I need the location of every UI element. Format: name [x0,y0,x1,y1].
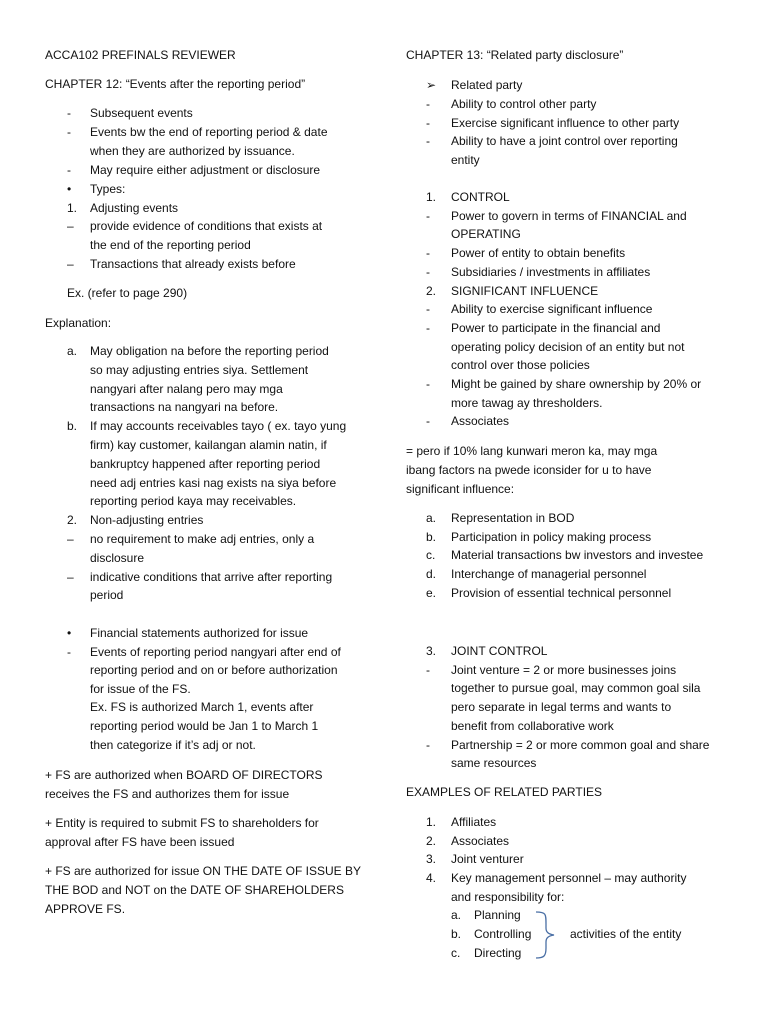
key-management-sub-item: Controlling [474,926,532,941]
note-line: ibang factors na pwede iconsider for u to have [406,463,652,477]
chapter-12-item: Subsequent events [90,106,193,120]
related-party-item-marker: - [426,115,430,130]
chapter-12-item-marker: - [67,162,71,177]
fs-item: Ex. FS is authorized March 1, events after [90,700,314,715]
explanation-item: reporting period kaya may receivables. [90,494,297,509]
examples-heading: EXAMPLES OF RELATED PARTIES [406,785,603,799]
explanation-item: bankruptcy happened after reporting period [90,456,321,471]
related-party-example-marker: 1. [426,815,437,829]
control-item: Power to govern in terms of FINANCIAL and [451,208,687,223]
fs-item: reporting period would be Jan 1 to March 1 [90,719,319,733]
chapter-12-item-marker: 1. [67,200,78,215]
fs-item: Financial statements authorized for issue [90,626,309,640]
influence-factor: Provision of essential technical personnel [451,585,672,600]
chapter-12-item: when they are authorized by issuance. [90,143,295,158]
note-line: significant influence: [406,482,515,496]
chapter-12-item: the end of the reporting period [90,238,251,253]
influence-factor: Participation in policy making process [451,529,652,544]
chapter-12-item-marker: • [67,181,72,196]
control-item: Power of entity to obtain benefits [451,246,626,261]
explanation-item: May obligation na before the reporting period [90,344,329,358]
control-item: Associates [451,414,510,429]
note-line: + FS are authorized when BOARD OF DIRECTORS [45,768,323,782]
chapter-13-heading: CHAPTER 13: “Related party disclosure” [406,48,624,62]
chapter-12-item: Transactions that already exists before [90,257,296,272]
chapter-12-item: Types: [90,181,126,196]
chapter-12-item-marker: - [67,124,71,139]
chapter-12-heading: CHAPTER 12: “Events after the reporting period” [45,77,306,91]
explanation-item: nangyari after nalang pero may mga [90,381,283,396]
key-management-sub-item: Directing [474,945,522,960]
explanation-item: If may accounts receivables tayo ( ex. tayo yung [90,419,347,434]
chapter-12-item: Events bw the end of reporting period & date [90,124,328,139]
influence-factor: Representation in BOD [451,511,575,525]
explanation-item: so may adjusting entries siya. Settlement [90,362,309,377]
note-line: + FS are authorized for issue ON THE DATE OF ISSUE BY [45,864,361,878]
explanation-item: firm) kay customer, kailangan alamin natin, if [90,438,327,452]
key-management-sub-item-marker: a. [451,908,462,922]
note-line: receives the FS and authorizes them for issue [45,786,290,801]
fs-item: reporting period and on or before authorization [90,663,338,678]
joint-control-item-marker: - [426,737,430,752]
control-item: Ability to exercise significant influence [451,302,653,317]
related-party-item-marker: ➢ [426,78,437,92]
related-party-item: Ability to have a joint control over reporting [451,134,678,149]
related-party-item: Exercise significant influence to other party [451,115,680,130]
explanation-item-marker: 2. [67,513,78,528]
fs-item-marker: - [67,644,71,659]
fs-item: Events of reporting period nangyari after end of [90,644,341,659]
joint-control-item: benefit from collaborative work [451,718,614,733]
note-line: THE BOD and NOT on the DATE OF SHAREHOLDERS [45,883,344,897]
control-item: Power to participate in the financial and [451,320,661,335]
explanation-label: Explanation: [45,316,112,330]
related-party-item: entity [451,153,480,168]
explanation-item: period [90,588,124,603]
related-party-item-marker: - [426,96,430,111]
control-item: CONTROL [451,190,510,204]
document-title: ACCA102 PREFINALS REVIEWER [45,48,236,62]
chapter-12-item-marker: – [67,257,74,272]
related-party-example: Joint venturer [451,852,524,867]
related-party-item: Ability to control other party [451,96,597,111]
influence-factor-marker: a. [426,511,437,525]
chapter-12-item-marker: - [67,106,71,120]
brace-label: activities of the entity [570,927,682,941]
related-party-example: Key management personnel – may authority [451,871,687,886]
control-item: control over those policies [451,358,590,373]
influence-factor: Material transactions bw investors and investee [451,548,704,563]
explanation-item: Non-adjusting entries [90,513,204,528]
control-item-marker: - [426,414,430,429]
related-party-example-marker: 4. [426,871,437,886]
control-item-marker: - [426,208,430,223]
joint-control-item: JOINT CONTROL [451,644,548,658]
fs-item: then categorize if it’s adj or not. [90,737,256,752]
control-item: more tawag ay thresholders. [451,395,603,410]
control-item: OPERATING [451,227,521,242]
key-management-sub-item-marker: c. [451,945,461,960]
control-item: Subsidiaries / investments in affiliates [451,264,651,279]
control-item-marker: 1. [426,190,437,204]
related-party-example-marker: 2. [426,833,437,848]
control-item-marker: - [426,302,430,317]
joint-control-item: Partnership = 2 or more common goal and share [451,737,710,752]
note-line: + Entity is required to submit FS to shareholders for [45,816,319,830]
explanation-item: need adj entries kasi nag exists na siya before [90,475,337,490]
influence-factor: Interchange of managerial personnel [451,567,647,582]
explanation-item: transactions na nangyari na before. [90,400,279,415]
note-line: APPROVE FS. [45,902,126,916]
chapter-12-item: Adjusting events [90,200,179,215]
related-party-example: and responsibility for: [451,889,565,904]
related-party-example: Associates [451,833,510,848]
chapter-12-item: May require either adjustment or disclosure [90,162,321,177]
key-management-sub-item: Planning [474,908,521,922]
control-item-marker: 2. [426,283,437,298]
explanation-item-marker: b. [67,419,78,434]
control-item-marker: - [426,264,430,279]
chapter-12-item: provide evidence of conditions that exists at [90,219,323,234]
curly-brace-icon [534,910,564,960]
influence-factor-marker: e. [426,585,437,600]
explanation-item: indicative conditions that arrive after reporting [90,569,333,584]
control-item: SIGNIFICANT INFLUENCE [451,283,599,298]
joint-control-item: same resources [451,756,537,771]
control-item: Might be gained by share ownership by 20% or [451,377,702,391]
joint-control-item: together to pursue goal, may common goal sila [451,681,701,696]
fs-item-marker: • [67,626,72,640]
control-item: operating policy decision of an entity but not [451,339,685,354]
related-party-item: Related party [451,78,523,92]
example-reference: Ex. (refer to page 290) [67,286,188,300]
control-item-marker: - [426,320,430,335]
control-item-marker: - [426,377,430,391]
joint-control-item: Joint venture = 2 or more businesses joins [451,662,677,677]
control-item-marker: - [426,246,430,261]
influence-factor-marker: b. [426,529,437,544]
note-line: approval after FS have been issued [45,834,235,849]
explanation-item: disclosure [90,550,145,565]
related-party-example: Affiliates [451,815,497,829]
explanation-item-marker: a. [67,344,78,358]
chapter-12-item-marker: – [67,219,74,234]
key-management-sub-item-marker: b. [451,926,462,941]
joint-control-item-marker: - [426,662,430,677]
joint-control-item-marker: 3. [426,644,437,658]
influence-factor-marker: c. [426,548,436,563]
explanation-item-marker: – [67,532,74,546]
note-line: = pero if 10% lang kunwari meron ka, may mga [406,444,658,458]
related-party-item-marker: - [426,134,430,149]
influence-factor-marker: d. [426,567,437,582]
related-party-example-marker: 3. [426,852,437,867]
explanation-item: no requirement to make adj entries, only a [90,532,315,546]
joint-control-item: pero separate in legal terms and wants to [451,700,672,715]
explanation-item-marker: – [67,569,74,584]
fs-item: for issue of the FS. [90,681,191,696]
